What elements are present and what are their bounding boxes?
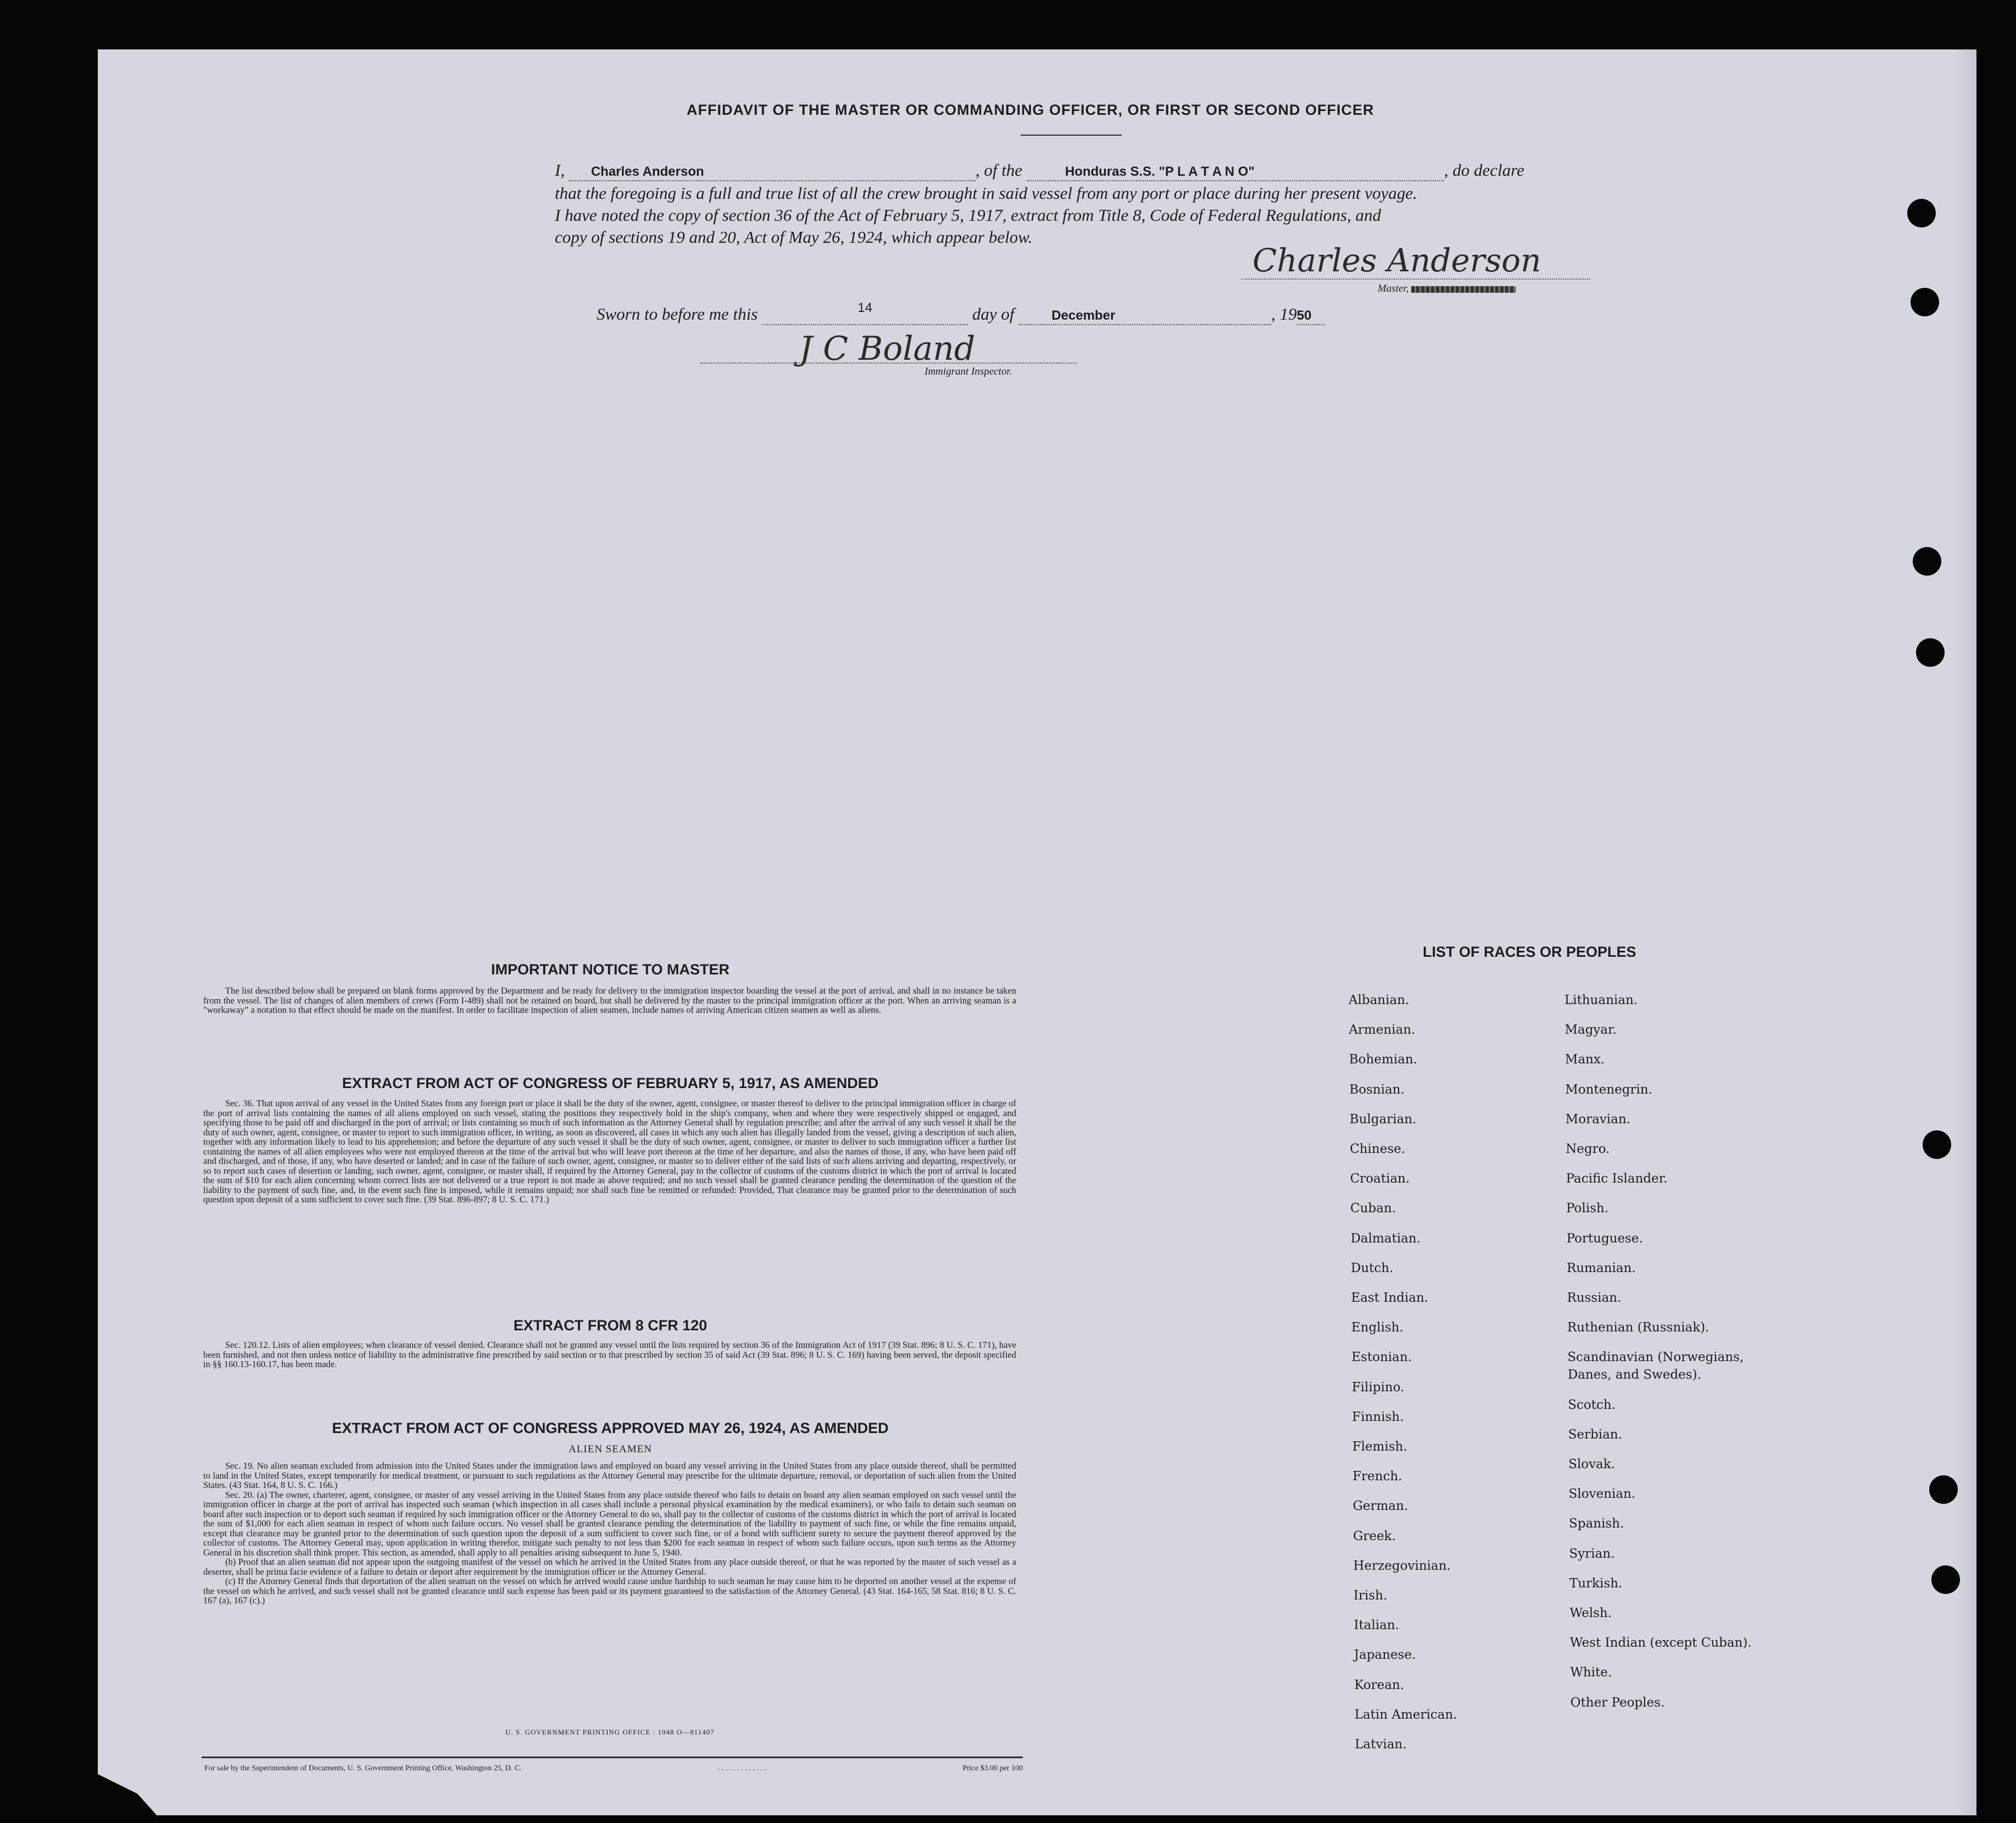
race-item: Filipino. [1351,1380,1405,1395]
race-item: Japanese. [1354,1648,1416,1663]
race-item: Polish. [1566,1201,1609,1216]
master-name: Charles Anderson [591,164,704,179]
race-item: White. [1570,1665,1612,1680]
sale-leader: . . . . . . . . . . . . . [718,1764,766,1772]
race-item: Pacific Islander. [1566,1172,1668,1186]
punch-hole [1913,547,1941,576]
day-value: 14 [857,300,872,315]
sale-line [204,1764,1023,1773]
page-edge-shadow [1954,49,1976,1815]
race-item: Manx. [1564,1052,1605,1067]
day-of-label: day of [972,304,1015,324]
sworn-line [597,300,1324,325]
race-item: Lithuanian. [1564,993,1638,1007]
extract-cfr-text: Sec. 120.12. Lists of alien employees; when clearance of vessel denied. Clearance shall not be granted any vessel until the lists required by section 36 of the Immigration Act of 1917 (39 Stat. 896; 8 U. S. C. 171), have been furnished, and not then unless notice of liability to the administrative fine prescribed by said section or to that prescribed by section 35 of said Act (39 Stat. 896; 8 U. S. C. 169) having been served, the deposit specified in §§ 160.13-160.17, has been made. [203,1340,1016,1369]
race-item: Dutch. [1351,1261,1394,1275]
race-item: Slovenian. [1568,1487,1636,1502]
year-field [1297,304,1324,325]
race-item: English. [1351,1320,1404,1335]
race-item: Latin American. [1354,1707,1457,1722]
race-item: Latvian. [1355,1737,1407,1752]
inspector-signature-line [700,363,1077,364]
race-item: Ruthenian (Russniak). [1567,1320,1709,1335]
extract-1924-text [203,1461,1016,1605]
extract-1917-title: EXTRACT FROM ACT OF CONGRESS OF FEBRUARY 5, 1917, AS AMENDED [342,1075,879,1091]
race-item: Cuban. [1350,1201,1396,1216]
race-item: Croatian. [1350,1172,1410,1186]
race-item: Scandinavian (Norwegians, [1567,1350,1744,1365]
race-item: Irish. [1354,1588,1388,1603]
race-item: German. [1352,1499,1408,1514]
sec-20b: (b) Proof that an alien seaman did not appear upon the outgoing manifest of the vessel on which he arrived in the United States from any place outside thereof, or that he was reported by the master of such vessel as a deserter, shall be prima facie evidence of a failure to detain or deport after requirement by the immigration officer or the Attorney General. [203,1557,1016,1577]
extract-1924-title: EXTRACT FROM ACT OF CONGRESS APPROVED MAY 26, 1924, AS AMENDED [332,1420,889,1436]
master-signature: Charles Anderson [1252,242,1541,279]
race-item: Greek. [1353,1529,1396,1543]
notice-title: IMPORTANT NOTICE TO MASTER [491,961,729,978]
sec-19: Sec. 19. No alien seaman excluded from admission into the United States under the immigration laws and employed on board any vessel arriving in the United States from any place outside thereof, shall be permitted to land in the United States, except temporarily for medical treatment, or pursuant to such regulations as the Attorney General may prescribe for the ultimate departure, removal, or deportation of such alien from the United States. (43 Stat. 164, 8 U. S. C. 166.) [203,1460,1016,1490]
race-item: Dalmatian. [1350,1231,1421,1246]
affidavit-line-3: I have noted the copy of section 36 of the Act of February 5, 1917, extract from Title 8, Code of Federal Regulations, and [555,205,1382,225]
race-item: Estonian. [1351,1350,1412,1365]
race-item: Moravian. [1565,1112,1631,1127]
affidavit-i: I, [555,160,565,180]
race-item: French. [1352,1469,1402,1484]
race-item: Other Peoples. [1570,1695,1665,1710]
race-item: Armenian. [1349,1023,1416,1038]
race-item: Syrian. [1569,1546,1615,1561]
sale-text: For sale by the Superintendent of Documents, U. S. Government Printing Office, Washington 25, D. C. [204,1764,522,1772]
race-item: Bosnian. [1349,1082,1405,1097]
race-item: Albanian. [1349,993,1410,1007]
race-item: Slovak. [1568,1457,1616,1471]
master-name-field [569,160,976,181]
race-item: Finnish. [1352,1409,1404,1424]
footer-rule [202,1757,1023,1758]
title-rule [1021,135,1122,136]
inspector-title: Immigrant Inspector. [925,366,1012,377]
price-text: Price $3.00 per 100 [962,1764,1023,1772]
vessel-name: Honduras S.S. "P L A T A N O" [1065,164,1255,179]
race-item: Flemish. [1352,1440,1407,1454]
inspector-signature: J C Boland [799,330,976,368]
race-item: Scotch. [1568,1397,1616,1412]
master-signature-line [1241,278,1590,280]
vessel-field [1027,160,1444,181]
affidavit-declare: , do declare [1444,160,1524,180]
extract-cfr-title: EXTRACT FROM 8 CFR 120 [513,1317,708,1334]
sec-20a: Sec. 20. (a) The owner, charterer, agent, consignee, or master of any vessel arriving in the United States from any place outside thereof who fails to detain on board any alien seaman employed on such vessel until the immigration officer in charge at the port of arrival has inspected such seaman (which inspection in all cases shall include a personal physical examination by the medical examiners), or who fails to detain such seaman on board after such inspection or to deport such seaman if required by such immigration officer or the Attorney General to do so, shall pay to the collector of customs of the customs district in which the port of arrival is located the sum of $1,000 for each alien seaman in respect of whom such failure occurs. No vessel shall be granted clearance pending the determination of the liability to payment of such fine, or while the fine remains unpaid, except that clearance may be granted prior to the determination of such question upon the deposit of a sum sufficient to cover such fine, or of a bond with sufficient surety to secure the payment thereof approved by the collector of customs. The Attorney General may, upon application in writing therefor, mitigate such penalty to not less than $200 for each seaman in respect of whom such failure occurs, upon such terms as the Attorney General in his discretion shall think proper. This section, as amended, shall apply to all penalties arising subsequent to June 5, 1940. [203,1489,1016,1558]
punch-hole [1931,1565,1960,1594]
race-item: Serbian. [1568,1427,1623,1442]
race-item: Italian. [1354,1618,1400,1633]
race-item: Spanish. [1569,1517,1624,1531]
notice-text: The list described below shall be prepared on blank forms approved by the Department and be ready for delivery to the immigration inspector boarding the vessel at the port of arrival, and shall in no instance be taken from the vessel. The list of changes of alien members of crews (Form I-489) shall not be retained on board, but shall be delivered by the master to the principal immigration officer at the port. When an arriving seaman is a "workaway" a notation to that effect should be made on the manifest. In order to facilitate inspection of alien seamen, include names of arriving American citizen seamen as well as aliens. [203,985,1016,1015]
race-item: West Indian (except Cuban). [1569,1636,1752,1651]
alien-seamen-subtitle: ALIEN SEAMEN [569,1443,652,1455]
race-item: Chinese. [1350,1142,1406,1156]
master-title: Master, [1378,283,1516,295]
punch-hole [1923,1130,1951,1159]
race-item: Bohemian. [1349,1052,1418,1067]
race-item: Montenegrin. [1565,1082,1653,1097]
races-title: LIST OF RACES OR PEOPLES [1423,944,1636,960]
gpo-imprint: U. S. GOVERNMENT PRINTING OFFICE : 1948 O—811407 [505,1728,715,1736]
year-value: 50 [1296,308,1312,323]
race-item: Turkish. [1569,1576,1623,1591]
race-item: Russian. [1567,1291,1622,1305]
race-item: Magyar. [1564,1023,1617,1038]
punch-hole [1911,288,1939,316]
year-prefix: , 19 [1271,304,1297,324]
affidavit-of-the: , of the [975,160,1023,180]
affidavit-line-2: that the foregoing is a full and true list of all the crew brought in said vessel from any port or place during her present voyage. [555,183,1417,203]
punch-hole [1916,638,1945,667]
race-item: Rumanian. [1567,1261,1636,1275]
race-item: Herzegovinian. [1353,1558,1451,1573]
sec-20c: (c) If the Attorney General finds that deportation of the alien seaman on the vessel on which he arrived would cause undue hardship to such seaman he may cause him to be deported on another vessel at the expense of the vessel on which he arrived, and such vessel shall not be granted clearance until such expense has been paid or its payment guaranteed to the satisfaction of the Attorney General. (43 Stat. 164-165, 58 Stat. 816; 8 U. S. C. 167 (a), 167 (c).) [203,1576,1016,1605]
month-field [1018,304,1271,325]
race-item: Negro. [1566,1142,1610,1156]
race-item: Welsh. [1569,1606,1612,1620]
month-value: December [1051,308,1116,323]
struck-out-text [1411,286,1516,293]
affidavit-line-4: copy of sections 19 and 20, Act of May 26, 1924, which appear below. [555,227,1033,247]
affidavit-line-1 [555,160,1524,181]
sworn-label: Sworn to before me this [597,304,758,324]
race-item: Bulgarian. [1349,1112,1417,1127]
extract-1917-text: Sec. 36. That upon arrival of any vessel in the United States from any foreign port or place it shall be the duty of the owner, agent, consignee, or master thereof to deliver to the principal immigration officer in charge of the port of arrival lists containing the names of all aliens employed on such vessel, stating the positions they respectively hold in the ship's company, when and where they were respectively shipped or engaged, and specifying those to be paid off and discharged in the port of arrival; or lists containing so much of such information as the Attorney General shall by regulation prescribe; and after the arrival of any such vessel it shall be the duty of such owner, agent, consignee, or master to report to such immigration officer, in writing, as soon as discovered, all cases in which any such alien has illegally landed from the vessel, giving a description of such alien, together with any information likely to lead to his apprehension; and before the departure of any such vessel it shall be the duty of such owner, agent, consignee, or master to deliver to such immigration officer a further list containing the names of all alien employees who were not employed thereon at the time of the arrival but who will leave port thereon at the time of her departure, and also the names of those, if any, who have been paid off and discharged, and of those, if any, who have deserted or landed; and in case of the failure of such owner, agent, consignee, or master so to deliver either of the said lists of such aliens arriving and departing, respectively, or so to report such cases of desertion or landing, such owner, agent, consignee, or master shall, if required by the Attorney General, pay to the collector of customs of the customs district in which the port of arrival is located the sum of $10 for each alien concerning whom correct lists are not delivered or a true report is not made as above required; and no such vessel shall be granted clearance pending the determination of the question of the liability to the payment of such fine, and, in the event such fine is imposed, while it remains unpaid; nor shall such fine be remitted or refunded: Provided, That clearance may be granted prior to the determination of such question upon deposit of a sum sufficient to cover such fine. (39 Stat. 896-897; 8 U. S. C. 171.) [203,1098,1016,1205]
affidavit-title: AFFIDAVIT OF THE MASTER OR COMMANDING OFFICER, OR FIRST OR SECOND OFFICER [687,102,1374,118]
punch-hole [1907,199,1936,227]
race-item: East Indian. [1351,1291,1429,1305]
day-field [762,300,968,325]
race-item: Korean. [1354,1677,1405,1692]
race-item: Danes, and Swedes). [1567,1368,1701,1382]
punch-hole [1929,1475,1958,1504]
race-item: Portuguese. [1566,1231,1643,1246]
